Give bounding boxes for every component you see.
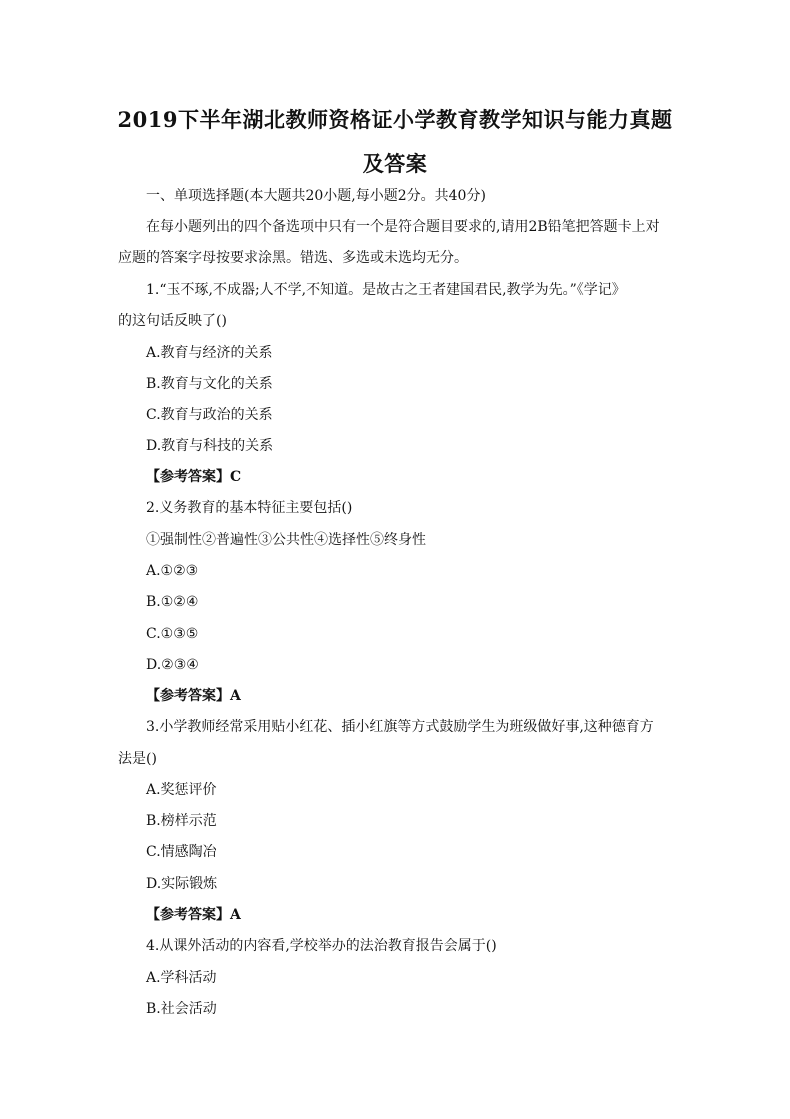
- question-3-answer: 【参考答案】A: [146, 907, 241, 923]
- question-1-stem-line-1: 1.“玉不琢,不成器;人不学,不知道。是故古之王者建国君民,教学为先。”《学记》: [146, 282, 626, 298]
- question-1-option-c: C.教育与政治的关系: [146, 407, 273, 423]
- question-1-option-a: A.教育与经济的关系: [146, 345, 273, 361]
- question-3-stem-line-1: 3.小学教师经常采用贴小红花、插小红旗等方式鼓励学生为班级做好事,这种德育方: [146, 719, 654, 735]
- question-3-stem-line-2: 法是(): [118, 751, 157, 767]
- question-1-stem-line-2: 的这句话反映了(): [118, 313, 227, 329]
- question-2-option-d: D.②③④: [146, 657, 199, 673]
- question-2-stem-line-2: ①强制性②普遍性③公共性④选择性⑤终身性: [146, 532, 426, 548]
- question-2-answer: 【参考答案】A: [146, 688, 241, 704]
- question-2-stem-line-1: 2.义务教育的基本特征主要包括(): [146, 500, 353, 516]
- question-2-option-b: B.①②④: [146, 594, 199, 610]
- question-3-option-d: D.实际锻炼: [146, 876, 218, 892]
- question-3-option-c: C.情感陶冶: [146, 844, 217, 860]
- instructions-line-2: 应题的答案字母按要求涂黑。错选、多选或未选均无分。: [118, 250, 468, 266]
- question-3-option-a: A.奖惩评价: [146, 782, 217, 798]
- question-1-option-b: B.教育与文化的关系: [146, 376, 273, 392]
- document-title-line-2: 及答案: [362, 151, 428, 176]
- question-4-option-a: A.学科活动: [146, 970, 217, 986]
- question-2-option-a: A.①②③: [146, 563, 199, 579]
- question-2-option-c: C.①③⑤: [146, 626, 199, 642]
- question-4-stem-line-1: 4.从课外活动的内容看,学校举办的法治教育报告会属于(): [146, 938, 497, 954]
- question-1-option-d: D.教育与科技的关系: [146, 438, 274, 454]
- document-title-line-1: 2019下半年湖北教师资格证小学教育教学知识与能力真题: [117, 107, 673, 132]
- question-1-answer: 【参考答案】C: [146, 469, 242, 485]
- section-heading: 一、单项选择题(本大题共20小题,每小题2分。共40分): [146, 188, 486, 204]
- question-3-option-b: B.榜样示范: [146, 813, 217, 829]
- instructions-line-1: 在每小题列出的四个备选项中只有一个是符合题目要求的,请用2B铅笔把答题卡上对: [146, 219, 660, 235]
- question-4-option-b: B.社会活动: [146, 1001, 217, 1017]
